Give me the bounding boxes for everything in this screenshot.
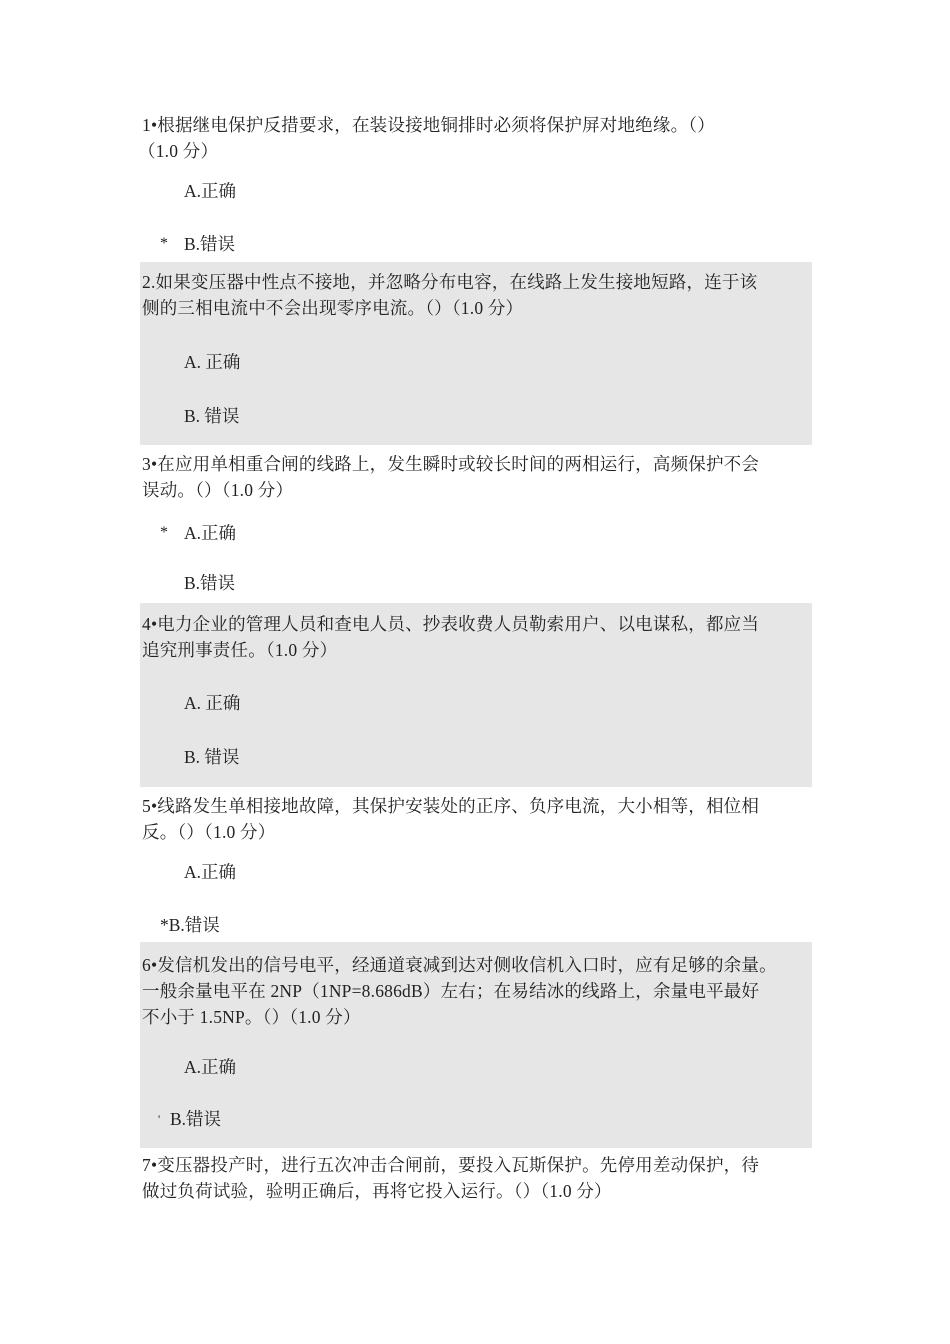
question-3-text-line2: 误动。（）（1.0 分） [142, 480, 294, 500]
question-2-option-a[interactable]: A. 正确 [184, 352, 241, 372]
question-1-option-b[interactable]: B.错误 [184, 234, 236, 254]
question-4-option-b[interactable]: B. 错误 [184, 747, 240, 767]
question-2-text-line1: 2.如果变压器中性点不接地，并忽略分布电容，在线路上发生接地短路，连于该 [142, 272, 758, 292]
question-6-text-line3: 不小于 1.5NP。（）（1.0 分） [142, 1007, 361, 1027]
question-1-selected-marker: * [160, 235, 168, 252]
question-7 [140, 1148, 812, 1208]
question-5-option-a[interactable]: A.正确 [184, 862, 237, 882]
question-5-text-line1: 5•线路发生单相接地故障，其保护安装处的正序、负序电流，大小相等，相位相 [142, 796, 760, 816]
question-5-option-b[interactable]: *B.错误 [160, 915, 220, 935]
question-6-text-line2: 一般余量电平在 2NP（1NP=8.686dB）左右；在易结冰的线路上，余量电平最好 [142, 981, 760, 1001]
question-2-option-b[interactable]: B. 错误 [184, 406, 240, 426]
question-7-text-line2: 做过负荷试验，验明正确后，再将它投入运行。（）（1.0 分） [142, 1181, 612, 1201]
question-2 [140, 262, 812, 445]
question-3-selected-marker: * [160, 524, 168, 541]
question-5 [140, 787, 812, 942]
question-4-text-line2: 追究刑事责任。（1.0 分） [142, 640, 338, 660]
question-1-text-line1: 1•根据继电保护反措要求，在装设接地铜排时必须将保护屏对地绝缘。（） [142, 115, 715, 135]
question-3-option-b[interactable]: B.错误 [184, 573, 236, 593]
question-1 [140, 112, 812, 262]
question-4-text-line1: 4•电力企业的管理人员和查电人员、抄表收费人员勒索用户、以电谋私，都应当 [142, 614, 760, 634]
question-6-text-line1: 6•发信机发出的信号电平，经通道衰减到达对侧收信机入口时，应有足够的余量。 [142, 955, 777, 975]
question-6 [140, 942, 812, 1148]
question-6-selected-marker: ' [158, 1112, 161, 1126]
question-3-text-line1: 3•在应用单相重合闸的线路上，发生瞬时或较长时间的两相运行，高频保护不会 [142, 454, 760, 474]
question-7-text-line1: 7•变压器投产时，进行五次冲击合闸前，要投入瓦斯保护。先停用差动保护，待 [142, 1155, 760, 1175]
question-1-text-line2: （1.0 分） [138, 141, 219, 161]
question-6-option-b[interactable]: B.错误 [170, 1109, 222, 1129]
question-5-text-line2: 反。（）（1.0 分） [142, 822, 276, 842]
question-2-text-line2: 侧的三相电流中不会出现零序电流。（）（1.0 分） [142, 298, 524, 318]
question-6-option-a[interactable]: A.正确 [184, 1057, 237, 1077]
question-3 [140, 445, 812, 608]
question-3-option-a[interactable]: A.正确 [184, 523, 237, 543]
question-1-option-a[interactable]: A.正确 [184, 181, 237, 201]
question-4 [140, 603, 812, 787]
question-4-option-a[interactable]: A. 正确 [184, 693, 241, 713]
